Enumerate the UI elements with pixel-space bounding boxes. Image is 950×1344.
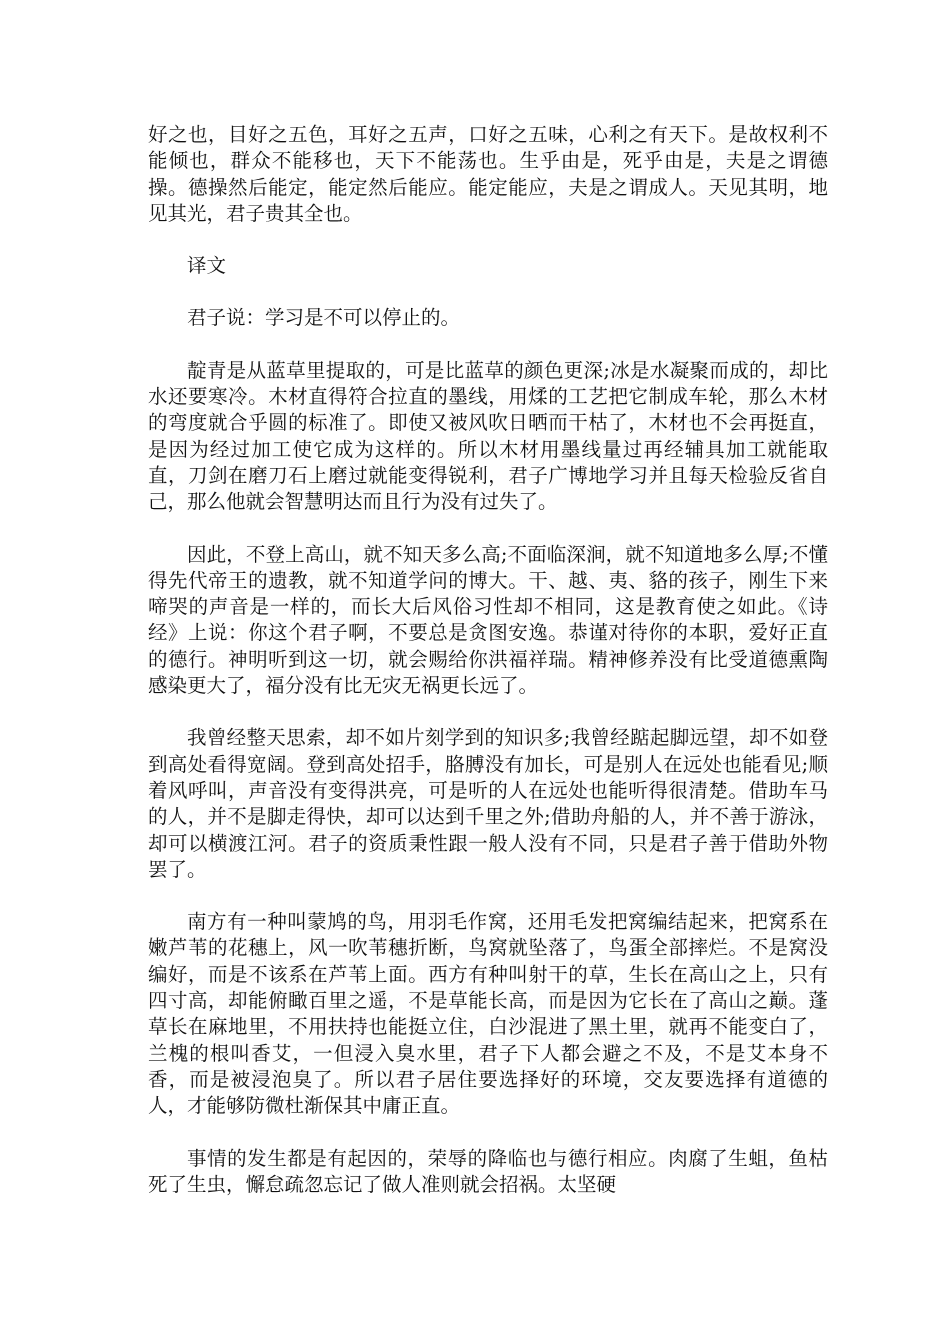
section-heading-translation: 译文: [187, 254, 227, 278]
paragraph: 我曾经整天思索，却不如片刻学到的知识多;我曾经踮起脚远望，却不如登到高处看得宽阔。登到高处招手，胳膊没有加长，可是别人在远处也能看见;顺着风呼叫，声音没有变得洪亮，可是听的人在远处也能听得很清楚。借助车马的人，并不是脚走得快，却可以达到千里之外;借助舟船的人，并不善于游泳，却可以横渡江河。君子的资质秉性跟一般人没有不同，只是君子善于借助外物罢了。: [148, 726, 828, 881]
paragraph: 南方有一种叫蒙鸠的鸟，用羽毛作窝，还用毛发把窝编结起来，把窝系在嫩芦苇的花穗上，风一吹苇穗折断，鸟窝就坠落了，鸟蛋全部摔烂。不是窝没编好，而是不该系在芦苇上面。西方有种叫射干的草，生长在高山之上，只有四寸高，却能俯瞰百里之遥，不是草能长高，而是因为它长在了高山之巅。蓬草长在麻地里，不用扶持也能挺立住，白沙混进了黑土里，就再不能变白了，兰槐的根叫香艾，一但浸入臭水里，君子下人都会避之不及，不是艾本身不香，而是被浸泡臭了。所以君子居住要选择好的环境，交友要选择有道德的人，才能够防微杜渐保其中庸正直。: [148, 910, 828, 1118]
paragraph-continued: 好之也，目好之五色，耳好之五声，口好之五味，心利之有天下。是故权利不能倾也，群众不能移也，天下不能荡也。生乎由是，死乎由是，夫是之谓德操。德操然后能定，能定然后能应。能定能应，夫是之谓成人。天见其明，地见其光，君子贵其全也。: [148, 123, 828, 225]
document-page: [148, 122, 828, 1198]
paragraph: 因此，不登上高山，就不知天多么高;不面临深涧，就不知道地多么厚;不懂得先代帝王的遗教，就不知道学问的博大。干、越、夷、貉的孩子，刚生下来啼哭的声音是一样的，而长大后风俗习性却不相同，这是教育使之如此。《诗经》上说：你这个君子啊，不要总是贪图安逸。恭谨对待你的本职，爱好正直的德行。神明听到这一切，就会赐给你洪福祥瑞。精神修养没有比受道德熏陶感染更大了，福分没有比无灾无祸更长远了。: [148, 542, 828, 698]
paragraph: 君子说：学习是不可以停止的。: [187, 306, 461, 330]
paragraph: 事情的发生都是有起因的，荣辱的降临也与德行相应。肉腐了生蛆，鱼枯死了生虫，懈怠疏忽忘记了做人准则就会招祸。太坚硬: [148, 1146, 828, 1196]
paragraph: 靛青是从蓝草里提取的，可是比蓝草的颜色更深;冰是水凝聚而成的，却比水还要寒冷。木材直得符合拉直的墨线，用煣的工艺把它制成车轮，那么木材的弯度就合乎圆的标准了。即使又被风吹日晒而干枯了，木材也不会再挺直，是因为经过加工使它成为这样的。所以木材用墨线量过再经辅具加工就能取直，刀剑在磨刀石上磨过就能变得锐利，君子广博地学习并且每天检验反省自己，那么他就会智慧明达而且行为没有过失了。: [148, 358, 828, 514]
